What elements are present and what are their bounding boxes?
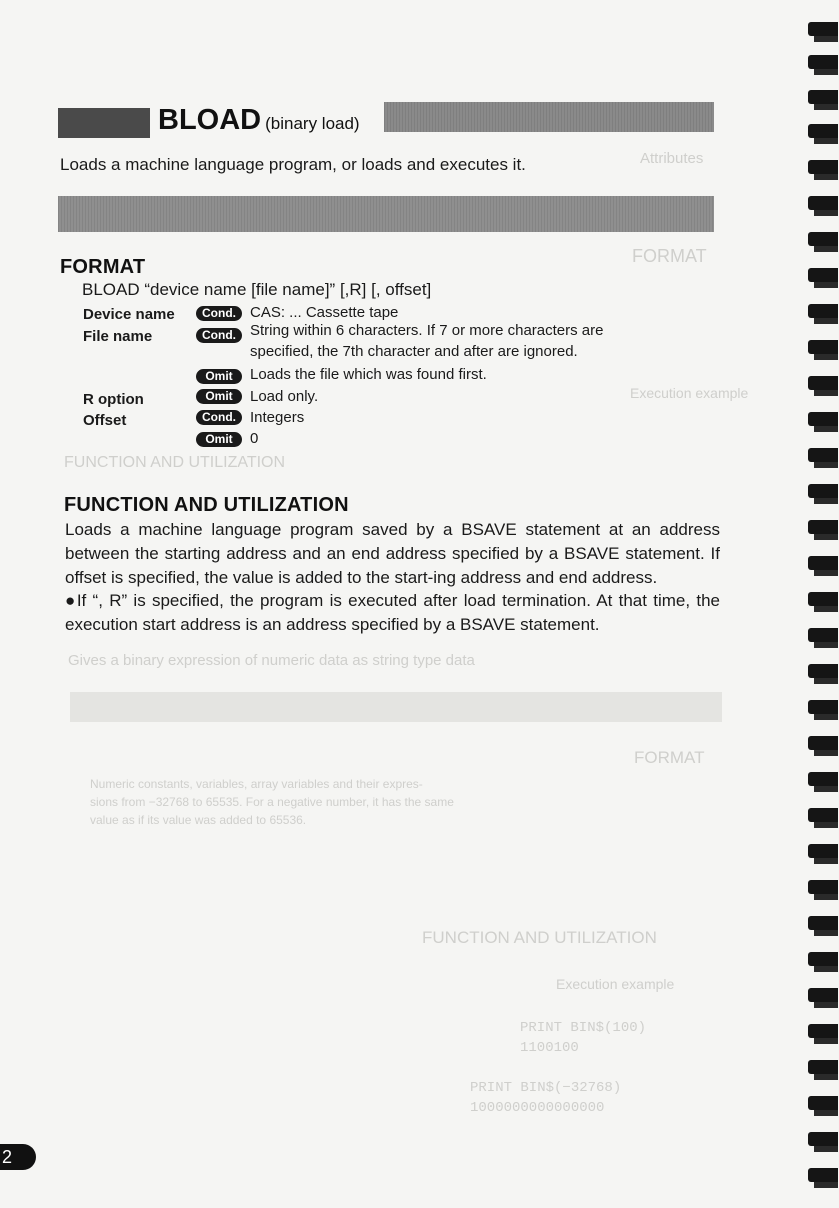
function-body (65, 518, 720, 637)
cond-badge: Cond. (196, 306, 242, 321)
ghost-text-bleedthrough: Numeric constants, variables, array variables and their expres- sions from −32768 to 65535. For a negative number, it has the same value as if its value was added to 65536. (90, 777, 454, 827)
binding-ring (808, 124, 838, 138)
ghost-text-bleedthrough: PRINT BIN$(100) 1100100 (520, 1020, 647, 1056)
binding-ring (808, 196, 838, 210)
command-description: Loads a machine language program, or loads and executes it. (60, 155, 526, 174)
binding-ring (808, 808, 838, 822)
spiral-binding (790, 0, 839, 1208)
binding-ring (808, 772, 838, 786)
binding-ring (808, 1168, 838, 1182)
binding-ring (808, 340, 838, 354)
ghost-text-bleedthrough: Execution example (630, 385, 749, 401)
title-bar-right-block (384, 102, 714, 132)
binding-ring (808, 952, 838, 966)
binding-ring (808, 448, 838, 462)
description-bar (58, 196, 714, 232)
cond-badge: Cond. (196, 410, 242, 425)
cond-badge: Cond. (196, 328, 242, 343)
param-text (250, 386, 710, 407)
binding-ring (808, 90, 838, 104)
ghost-text-bleedthrough: FORMAT (634, 748, 705, 767)
binding-ring (808, 700, 838, 714)
ghost-bar (70, 692, 722, 722)
param-line: specified, the 7th character and after are ignored. (250, 343, 578, 360)
param-text (250, 428, 710, 449)
command-subtitle: (binary load) (265, 114, 360, 133)
param-text (250, 364, 710, 385)
param-line: CAS: ... Cassette tape (250, 304, 399, 321)
binding-ring (808, 376, 838, 390)
binding-ring (808, 916, 838, 930)
ghost-text-bleedthrough: Attributes (640, 150, 704, 167)
binding-ring (808, 484, 838, 498)
binding-ring (808, 268, 838, 282)
param-line: 0 (250, 430, 259, 447)
command-name: BLOAD (158, 104, 262, 136)
function-paragraph: Loads a machine language program saved by a BSAVE statement at an address between the starting address and an end address specified by a BSAVE statement. If offset is specified, the value is added to the start-ing address and end address. (65, 520, 720, 587)
binding-ring (808, 160, 838, 174)
ghost-text-bleedthrough: PRINT BIN$(−32768) 1000000000000000 (470, 1080, 622, 1116)
function-heading: FUNCTION AND UTILIZATION (64, 494, 349, 516)
ghost-text-bleedthrough: FUNCTION AND UTILIZATION (422, 928, 657, 947)
param-line: Integers (250, 409, 305, 426)
param-text (250, 320, 710, 362)
ghost-text-bleedthrough: Execution example (556, 976, 675, 992)
binding-ring (808, 1096, 838, 1110)
page-number-tab: 2 (0, 1144, 36, 1170)
param-line: Loads the file which was found first. (250, 366, 487, 383)
binding-ring (808, 55, 838, 69)
binding-ring (808, 880, 838, 894)
param-label-file-name: File name (83, 328, 153, 345)
ghost-text-bleedthrough: Gives a binary expression of numeric data as string type data (68, 652, 475, 669)
param-line: Load only. (250, 388, 319, 405)
binding-ring (808, 1060, 838, 1074)
binding-ring (808, 988, 838, 1002)
param-label-offset: Offset (83, 412, 127, 429)
title-bar-left-block (58, 108, 150, 138)
binding-ring (808, 844, 838, 858)
section-title-bar (58, 100, 714, 140)
format-syntax: BLOAD “device name [file name]” [,R] [, offset] (82, 280, 432, 299)
omit-badge: Omit (196, 369, 242, 384)
binding-ring (808, 628, 838, 642)
binding-ring (808, 1132, 838, 1146)
ghost-text-bleedthrough: FUNCTION AND UTILIZATION (64, 454, 286, 471)
binding-ring (808, 556, 838, 570)
binding-ring (808, 412, 838, 426)
command-title (158, 104, 360, 137)
format-heading: FORMAT (60, 256, 146, 278)
binding-ring (808, 664, 838, 678)
binding-ring (808, 1024, 838, 1038)
binding-ring (808, 736, 838, 750)
param-label-device-name: Device name (83, 306, 175, 323)
binding-ring (808, 232, 838, 246)
binding-ring (808, 22, 838, 36)
ghost-text-bleedthrough: FORMAT (632, 246, 707, 266)
omit-badge: Omit (196, 389, 242, 404)
binding-ring (808, 304, 838, 318)
param-text (250, 407, 710, 428)
binding-ring (808, 592, 838, 606)
binding-ring (808, 520, 838, 534)
function-paragraph: ●If “, R” is specified, the program is executed after load termination. At that time, the execution start address is an address specified by a BSAVE statement. (65, 591, 720, 635)
param-line: String within 6 characters. If 7 or more characters are (250, 322, 604, 339)
omit-badge: Omit (196, 432, 242, 447)
param-label-r-option: R option (83, 391, 144, 408)
